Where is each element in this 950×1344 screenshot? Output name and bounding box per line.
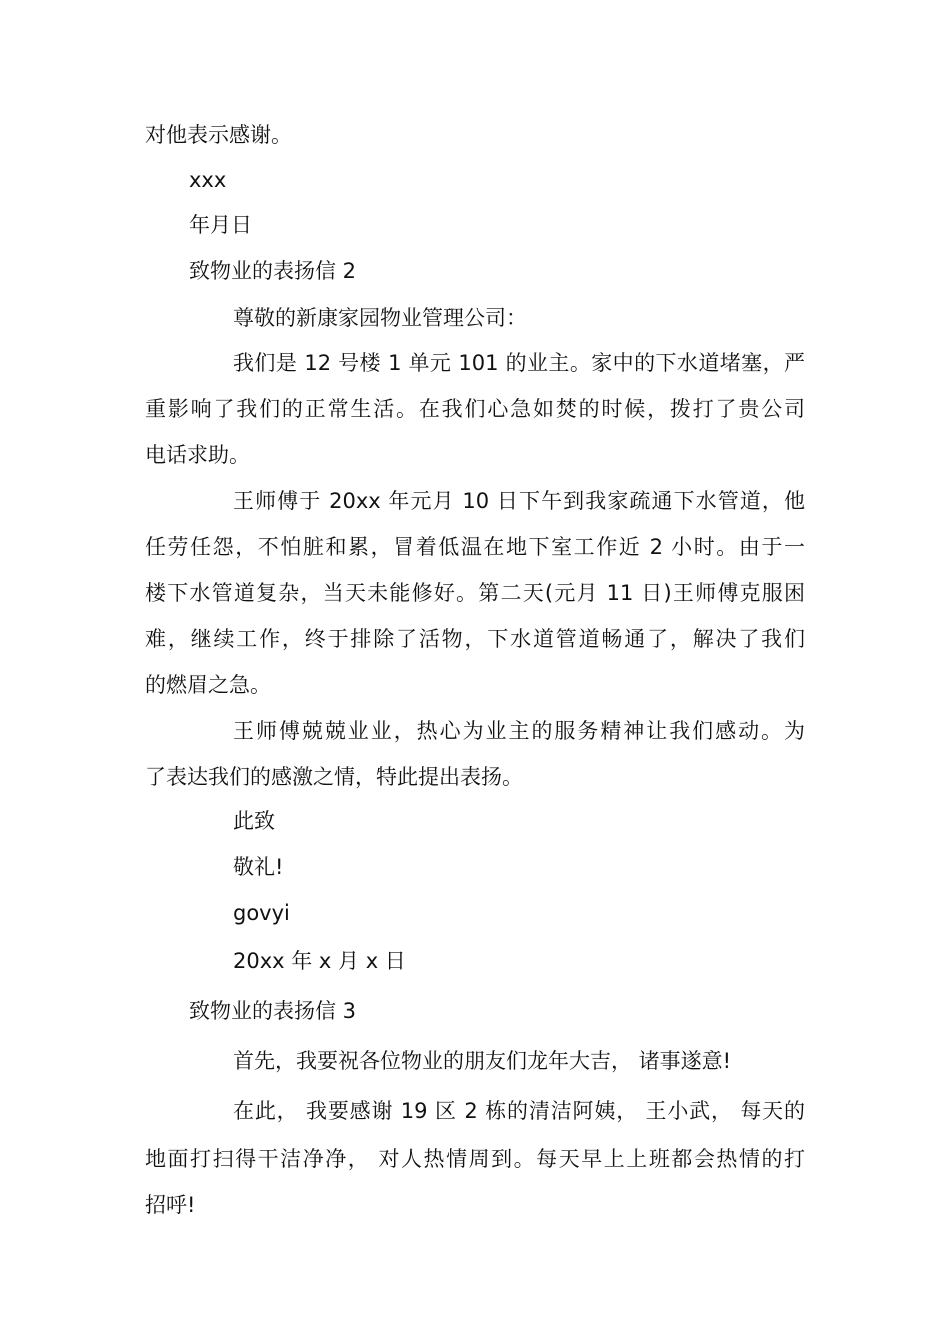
letter2-salutation: 尊敬的新康家园物业管理公司： [233, 306, 527, 330]
letter2-signature: govyi [233, 901, 290, 925]
letter1-date: 年月日 [189, 213, 252, 237]
letter2-closing-1: 此致 [233, 809, 275, 833]
letter2-title: 致物业的表扬信 2 [189, 259, 357, 283]
letter1-signature: xxx [189, 168, 227, 192]
letter2-date: 20xx 年 x 月 x 日 [233, 949, 406, 973]
letter3-p2-line: 地面打扫得干洁净净， 对人热情周到。每天早上上班都会热情的打 [145, 1147, 805, 1171]
letter2-p2-line: 楼下水管道复杂，当天未能修好。第二天(元月 11 日)王师傅克服困 [145, 581, 805, 605]
letter2-p1-line: 重影响了我们的正常生活。在我们心急如焚的时候，拨打了贵公司 [145, 397, 805, 421]
letter2-p2-line: 的燃眉之急。 [145, 673, 271, 697]
letter2-p2-line: 任劳任怨，不怕脏和累，冒着低温在地下室工作近 2 小时。由于一 [145, 535, 805, 559]
letter2-p3-line: 王师傅兢兢业业，热心为业主的服务精神让我们感动。为 [233, 719, 805, 743]
letter3-p1: 首先，我要祝各位物业的朋友们龙年大吉， 诸事遂意! [233, 1049, 732, 1073]
letter1-closing-line: 对他表示感谢。 [145, 123, 292, 147]
letter2-p2-line: 王师傅于 20xx 年元月 10 日下午到我家疏通下水管道，他 [233, 489, 805, 513]
letter2-p3-line: 了表达我们的感激之情，特此提出表扬。 [145, 765, 523, 789]
letter2-p1-line: 电话求助。 [145, 443, 250, 467]
letter2-closing-2: 敬礼! [233, 855, 284, 879]
letter3-title: 致物业的表扬信 3 [189, 999, 357, 1023]
letter2-p1-line: 我们是 12 号楼 1 单元 101 的业主。家中的下水道堵塞，严 [233, 351, 805, 375]
letter2-p2-line: 难，继续工作，终于排除了活物，下水道管道畅通了，解决了我们 [145, 627, 805, 651]
letter3-p2-line: 招呼! [145, 1193, 196, 1217]
letter3-p2-line: 在此， 我要感谢 19 区 2 栋的清洁阿姨， 王小武， 每天的 [233, 1099, 805, 1123]
